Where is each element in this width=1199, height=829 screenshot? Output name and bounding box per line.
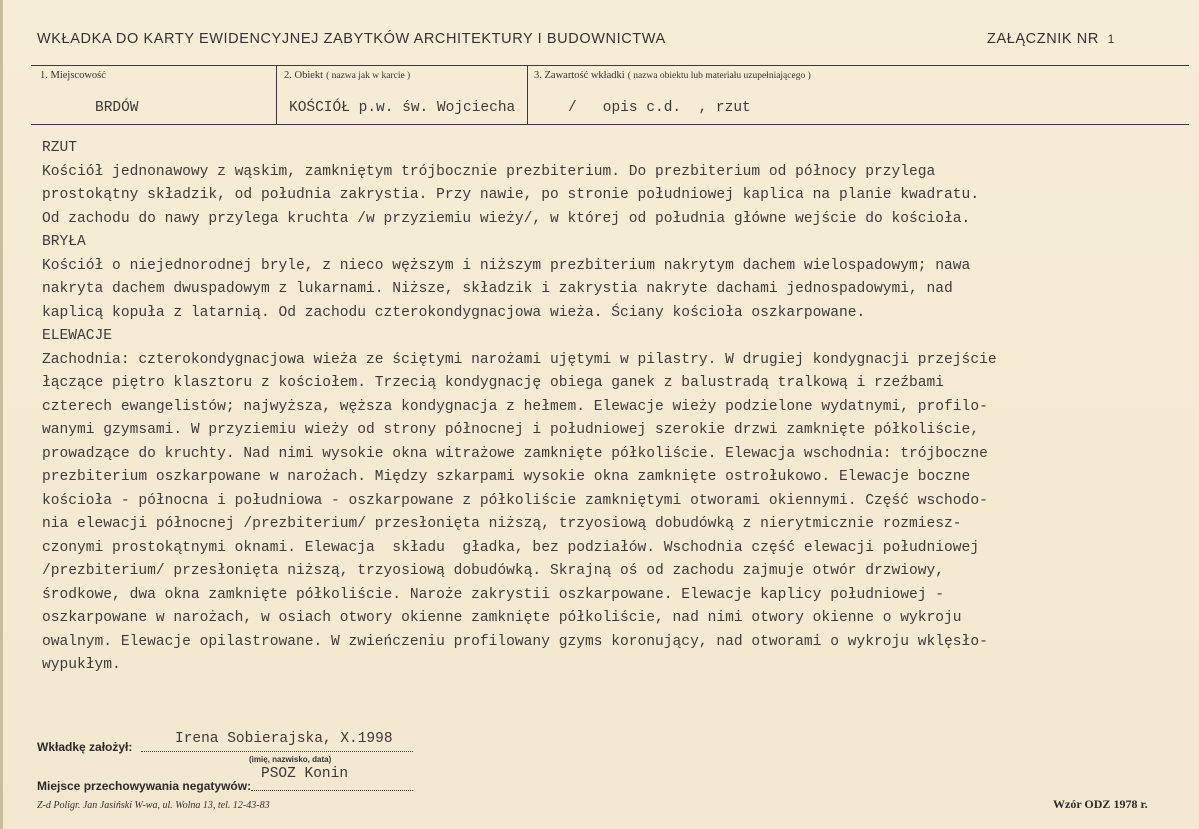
field-contents-label: [534, 70, 811, 81]
field-object-hint: ( nazwa jak w karcie ): [326, 71, 411, 81]
description-line: prezbiterium oszkarpowane w narożach. Między szkarpami wysokie okna zamknięte ostrołukowo. Elewacje boczne: [42, 469, 971, 485]
description-line: /prezbiterium/ przesłonięta niższą, trzyosiową dobudówką. Skrajną oś od zachodu zajmuje otwór drzwiowy,: [42, 563, 945, 579]
description-line: Zachodnia: czterokondygnacjowa wieża ze ściętymi narożami ujętymi w pilastry. W drugiej kondygnacji przejście: [42, 351, 997, 368]
annex-label: [987, 31, 1115, 47]
storage-label: Miejsce przechowywania negatywów:: [37, 779, 252, 793]
description-line: Kościół jednonawowy z wąskim, zamkniętym trójbocznie prezbiterium. Do prezbiterium od północy przylega: [42, 163, 936, 180]
created-by-hint: (imię, nazwisko, data): [249, 755, 332, 764]
description-line: owalnym. Elewacje opilastrowane. W zwieńczeniu profilowany gzyms koronujący, nad otworami o wykroju wklęsło-: [42, 633, 988, 650]
field-contents-hint: ( nazwa obiektu lub materiału uzupełniającego ): [627, 71, 811, 81]
description-line: Od zachodu do nawy przylega kruchta /w przyziemiu wieży/, w której od południa główne wejście do kościoła.: [42, 210, 971, 227]
description-line: ELEWACJE: [42, 328, 113, 344]
field-contents-label-text: 3. Zawartość wkładki: [534, 70, 625, 81]
form-title: WKŁADKA DO KARTY EWIDENCYJNEJ ZABYTKÓW ARCHITEKTURY I BUDOWNICTWA: [37, 31, 666, 47]
description-line: nakryta dachem dwuspadowym z lukarnami. Niższe, składzik i zakrystia nakryte dachami jednospadowymi, nad: [42, 281, 953, 297]
printer-imprint: Z-d Poligr. Jan Jasiński W-wa, ul. Wolna 13, tel. 12-43-83: [37, 800, 270, 811]
field-divider-2: [527, 65, 528, 124]
storage-dotted-line: [251, 790, 413, 791]
field-locality-value: BRDÓW: [95, 100, 139, 116]
description-line: wanymi gzymsami. W przyziemiu wieży od strony północnej i południowej szerokie drzwi zamknięte półkoliście,: [42, 422, 980, 438]
storage-value: PSOZ Konin: [261, 766, 349, 782]
created-by-dotted-line: [141, 751, 413, 752]
created-by-value: Irena Sobierajska, X.1998: [175, 731, 393, 747]
header-divider-top: [31, 65, 1189, 66]
description-line: środkowe, dwa okna zamknięte półkoliście. Naroże zakrystii oszkarpowane. Elewacje kaplicy południowej -: [42, 586, 945, 603]
description-line: czonymi prostokątnymi oknami. Elewacja składu gładka, bez podziałów. Wschodnia część elewacji południowej: [42, 539, 980, 556]
annex-label-text: ZAŁĄCZNIK NR: [987, 31, 1099, 47]
created-by-label: Wkładkę założył:: [37, 740, 133, 754]
field-object-value: KOŚCIÓŁ p.w. św. Wojciecha: [289, 100, 516, 116]
description-line: kościoła - północna i południowa - oszkarpowane z półkoliście zamkniętymi otworami okiennymi. Część wschodo-: [42, 492, 988, 509]
field-divider-1: [276, 65, 277, 124]
field-contents-value: / opis c.d. , rzut: [568, 100, 751, 116]
description-line: RZUT: [42, 140, 78, 156]
description-line: oszkarpowane w narożach, w osiach otwory okienne zamknięte półkoliście, nad nimi otwory okienne o wykroju: [42, 610, 962, 626]
field-object-label-text: 2. Obiekt: [284, 70, 324, 81]
description-line: wypukłym.: [42, 657, 121, 673]
description-line: prowadzące do kruchty. Nad nimi wysokie okna witrażowe zamknięte półkoliście. Elewacja wschodnia: trójboczne: [42, 445, 988, 462]
description-line: BRYŁA: [42, 234, 86, 250]
field-locality-label-text: 1. Miejscowość: [40, 70, 106, 81]
description-line: łączące piętro klasztoru z kościołem. Trzecią kondygnację obiega ganek z balustradą tralkową i rzeźbami: [42, 375, 945, 391]
description-line: prostokątny składzik, od południa zakrystia. Przy nawie, po stronie południowej kaplica na planie kwadratu.: [42, 187, 980, 203]
description-line: czterech ewangelistów; najwyższa, węższa kondygnacja z hełmem. Elewacje wieży podzielone wydatnymi, profilo-: [42, 398, 988, 415]
fields-divider-bottom: [31, 124, 1189, 125]
field-locality-label: [40, 70, 106, 81]
description-line: nia elewacji północnej /prezbiterium/ przesłonięta niższą, trzyosiową dobudówką z nierytmicznie rozmiesz-: [42, 516, 962, 532]
field-object-label: [284, 70, 410, 81]
annex-number: 1: [1107, 32, 1115, 46]
description-text: [42, 137, 1182, 678]
form-model-id: Wzór ODZ 1978 r.: [1053, 797, 1148, 811]
description-line: Kościół o niejednorodnej bryle, z nieco węższym i niższym prezbiterium nakrytym dachem wielospadowym; nawa: [42, 257, 971, 274]
description-line: kaplicą kopuła z latarnią. Od zachodu czterokondygnacjowa wieża. Ściany kościoła oszkarpowane.: [42, 304, 866, 321]
